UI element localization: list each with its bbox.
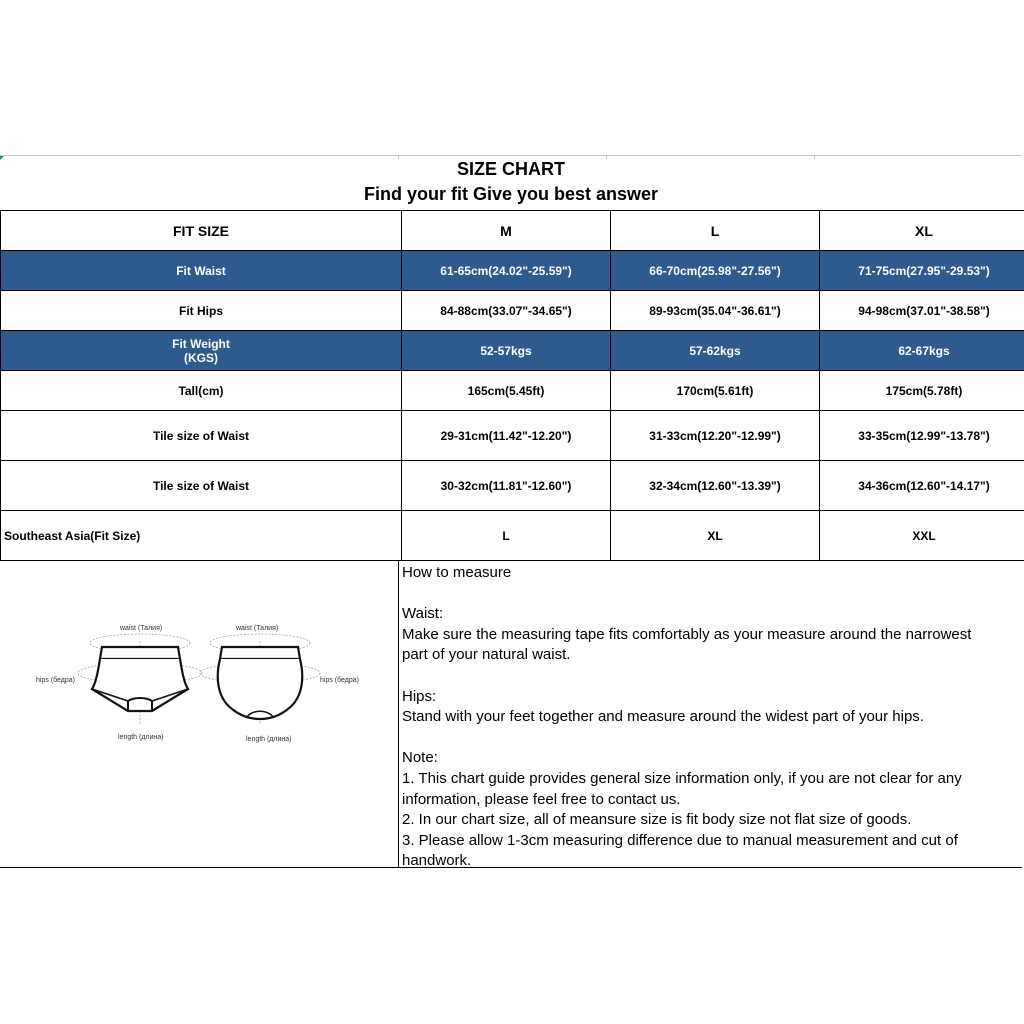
row-label: Fit Hips (1, 291, 402, 331)
header-size-xl: XL (820, 211, 1024, 251)
table-row (1, 511, 1024, 561)
left-hips-label: hips (бедра) (36, 677, 75, 684)
underwear-diagram (20, 601, 380, 751)
title-block (0, 155, 1022, 211)
cell-value: 31-33cm(12.20"-12.99") (611, 411, 820, 461)
left-length-label: length (длина) (118, 734, 164, 741)
row-label: Tall(cm) (1, 371, 402, 411)
table-row (1, 251, 1024, 291)
spacer (402, 584, 1017, 605)
row-label: Southeast Asia(Fit Size) (1, 511, 402, 561)
instructions-heading: How to measure (402, 564, 512, 581)
brief-back-figure (200, 634, 320, 725)
note-line: 2. In our chart size, all of meansure size is fit body size not flat size of goods. (402, 811, 912, 829)
note-line: information, please feel free to contact us. (402, 790, 681, 808)
cell-value: 61-65cm(24.02"-25.59") (402, 251, 611, 291)
table-row (1, 461, 1024, 511)
note-title: Note: (402, 749, 438, 767)
cell-value: 165cm(5.45ft) (402, 371, 611, 411)
cell-value: 30-32cm(11.81"-12.60") (402, 461, 611, 511)
cell-value: 29-31cm(11.42"-12.20") (402, 411, 611, 461)
cell-value: 94-98cm(37.01"-38.58") (820, 291, 1024, 331)
cell-value: XL (611, 511, 820, 561)
table-row (1, 411, 1024, 461)
cell-value: 71-75cm(27.95"-29.53") (820, 251, 1024, 291)
cell-value: 89-93cm(35.04"-36.61") (611, 291, 820, 331)
cell-value: 175cm(5.78ft) (820, 371, 1024, 411)
header-size-m: M (402, 211, 611, 251)
row-label: Fit Waist (1, 251, 402, 291)
cell-value: 170cm(5.61ft) (611, 371, 820, 411)
table-header-row (1, 211, 1024, 251)
cell-value: XXL (820, 511, 1024, 561)
size-table (0, 210, 1024, 561)
row-label-unit: (KGS) (184, 350, 218, 365)
row-label (1, 331, 402, 371)
table-row (1, 371, 1024, 411)
cell-value: 57-62kgs (611, 331, 820, 371)
cell-value: 84-88cm(33.07"-34.65") (402, 291, 611, 331)
cell-value: 66-70cm(25.98"-27.56") (611, 251, 820, 291)
measure-section (0, 561, 1022, 868)
note-line: 3. Please allow 1-3cm measuring difference due to manual measurement and cut of (402, 831, 958, 849)
brief-front-figure (78, 634, 202, 725)
cell-value: 52-57kgs (402, 331, 611, 371)
right-length-label: length (длина) (246, 736, 292, 743)
cell-value: 32-34cm(12.60"-13.39") (611, 461, 820, 511)
table-row (1, 331, 1024, 371)
waist-text-line: Make sure the measuring tape fits comfortably as your measure around the narrowest (402, 625, 972, 643)
row-label: Tile size of Waist (1, 411, 402, 461)
hips-title: Hips: (402, 687, 437, 705)
spacer (402, 666, 1017, 687)
right-waist-label: waist (Талия) (236, 625, 279, 632)
note-line: handwork. (402, 852, 472, 870)
measurement-diagram (0, 561, 399, 867)
cell-value: L (402, 511, 611, 561)
chart-subtitle: Find your fit Give you best answer (363, 184, 659, 204)
hips-text: Stand with your feet together and measure around the widest part of your hips. (402, 708, 924, 726)
right-hips-label: hips (бедра) (320, 677, 359, 684)
chart-title: SIZE CHART (457, 159, 565, 179)
row-label: Tile size of Waist (1, 461, 402, 511)
table-row (1, 291, 1024, 331)
measure-instructions (402, 563, 1017, 872)
spacer (402, 728, 1017, 749)
cell-value: 62-67kgs (820, 331, 1024, 371)
header-size-l: L (611, 211, 820, 251)
header-fit-size: FIT SIZE (1, 211, 402, 251)
left-waist-label: waist (Талия) (120, 625, 163, 632)
note-line: 1. This chart guide provides general size information only, if you are not clear for any (402, 769, 962, 787)
cell-value: 33-35cm(12.99"-13.78") (820, 411, 1024, 461)
row-label-main: Fit Weight (172, 336, 230, 351)
waist-text-line: part of your natural waist. (402, 646, 571, 664)
cell-value: 34-36cm(12.60"-14.17") (820, 461, 1024, 511)
waist-title: Waist: (402, 605, 444, 623)
